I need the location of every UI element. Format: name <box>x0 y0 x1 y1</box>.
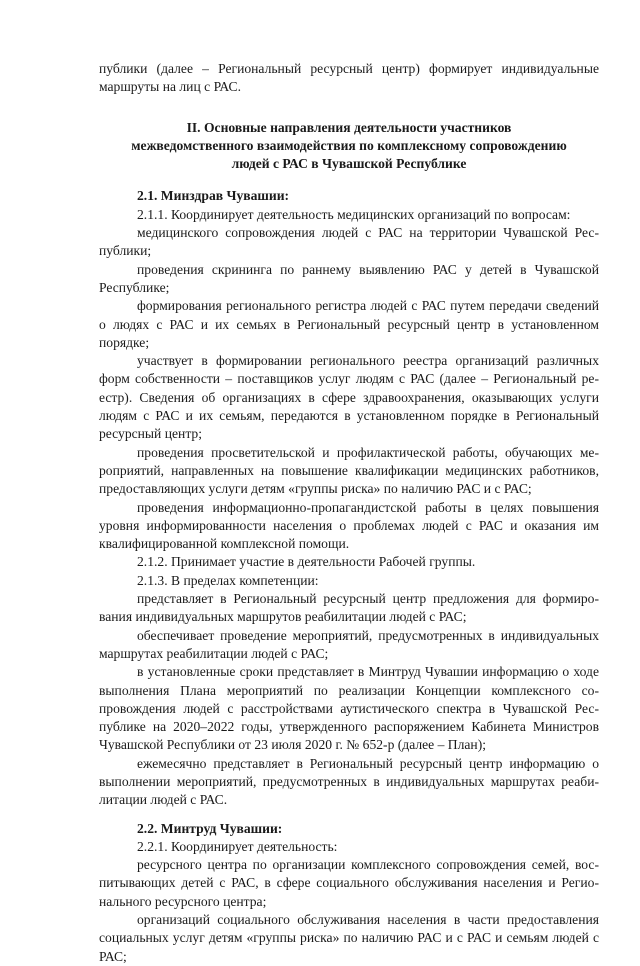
minzdrav-heading: 2.1. Минздрав Чувашии: <box>137 188 290 204</box>
paragraph: 2.2.1. Координирует деятельность: <box>137 838 338 854</box>
section-title <box>99 119 599 174</box>
paragraph: обеспечивает проведение мероприятий, предусмотренных в индивидуальных маршрутах реабилитации людей с РАС; <box>99 627 599 661</box>
paragraph: участвует в формировании регионального реестра организаций различных форм собственности – поставщиков услуг людям с РАС (далее – Региональный реестр). Сведения об организациях в сфере здравоохранения, оказывающих услуги людям с РАС и их семьям, передаются в установленном порядке в Региональный ресурсный центр; <box>99 353 599 442</box>
paragraph: в установленные сроки представляет в Минтруд Чувашии информацию о ходе выполнения Плана мероприятий по реализации Концепции комплексного сопровождения людей с расстройствами аутистического спектра в Чувашской Республике на 2020–2022 годы, утвержденного распоряжением Кабинета Министров Чувашской Республики от 23 июля 2020 г. № 652-р (далее – План); <box>99 664 599 753</box>
paragraph: 2.1.2. Принимает участие в деятельности Рабочей группы. <box>137 554 476 570</box>
section-title-line-2: межведомственного взаимодействия по комплексному сопровождению <box>131 137 567 153</box>
paragraph: 2.1.1. Координирует деятельность медицинских организаций по вопросам: <box>137 206 571 222</box>
paragraph: проведения скрининга по раннему выявлению РАС у детей в Чувашской Республике; <box>99 261 599 295</box>
paragraph: ежемесячно представляет в Региональный ресурсный центр информацию о выполнении мероприятий, предусмотренных в индивидуальных маршрутах реабилитации людей с РАС. <box>99 755 599 808</box>
mintrud-heading: 2.2. Минтруд Чувашии: <box>137 820 283 836</box>
paragraph: медицинского сопровождения людей с РАС на территории Чувашской Республики; <box>99 225 599 259</box>
paragraph: проведения информационно-пропагандистской работы в целях повышения уровня информированности населения о проблемах людей с РАС и оказания им квалифицированной комплексной помощи. <box>99 499 599 552</box>
paragraph: ресурсного центра по организации комплексного сопровождения семей, воспитывающих детей с РАС, в сфере социального обслуживания населения и Регионального ресурсного центра; <box>99 857 599 909</box>
paragraph: организаций социального обслуживания населения в части предоставления социальных услуг детям «группы риска» по наличию РАС и с РАС и семьям людей с РАС; <box>99 912 599 964</box>
paragraph: формирования регионального регистра людей с РАС путем передачи сведений о людях с РАС и их семьях в Региональный ресурсный центр в установленном порядке; <box>99 298 599 350</box>
document-page <box>99 60 599 966</box>
paragraph: проведения просветительской и профилактической работы, обучающих мероприятий, направленных на повышение квалификации медицинских работников, предоставляющих услуги детям «группы риска» по наличию РАС и с РАС; <box>99 444 599 497</box>
intro-paragraph: публики (далее – Региональный ресурсный центр) формирует индивидуальные маршруты на лиц с РАС. <box>99 61 599 95</box>
paragraph: 2.1.3. В пределах компетенции: <box>137 572 319 588</box>
section-title-line-3: людей с РАС в Чувашской Республике <box>231 156 467 172</box>
section-title-line-1: II. Основные направления деятельности участников <box>186 119 512 135</box>
paragraph: представляет в Региональный ресурсный центр предложения для формирования индивидуальных маршрутов реабилитации людей с РАС; <box>99 591 599 625</box>
